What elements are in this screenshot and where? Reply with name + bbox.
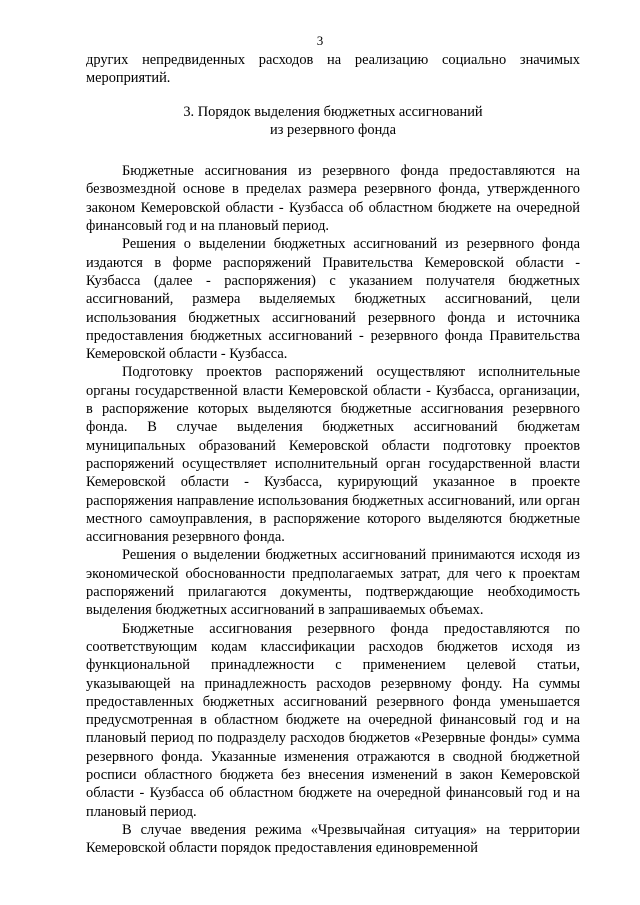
section-heading <box>86 103 580 140</box>
paragraph-economic-justification: Решения о выделении бюджетных ассигнований принимаются исходя из экономической обоснованности предполагаемых затрат, для чего к проектам распоряжений прилагаются документы, подтверждающие необходимость выделения бюджетных ассигнований в запрашиваемых объемах. <box>86 547 580 619</box>
section-heading-line-2: из резервного фонда <box>270 121 396 138</box>
document-body <box>86 51 580 857</box>
paragraph-expense-classification: Бюджетные ассигнования резервного фонда предоставляются по соответствующим кодам классификации расходов бюджетов исходя из функциональной принадлежности с применением целевой статьи, указывающей на принадлежность расходов резервному фонду. На суммы предоставленных бюджетных ассигнований резервного фонда уменьшается предусмотренная в областном бюджете на очередной финансовый год и на плановый период по подразделу расходов бюджетов «Резервные фонды» сумма резервного фонда. Указанные изменения отражаются в сводной бюджетной росписи областного бюджета без внесения изменений в закон Кемеровской области - Кузбасса об областном бюджете на очередной финансовый год и на плановый период. <box>86 620 580 820</box>
continuation-paragraph: других непредвиденных расходов на реализацию социально значимых мероприятий. <box>86 52 580 87</box>
page-number: 3 <box>316 33 324 48</box>
paragraph-allocation-decisions: Решения о выделении бюджетных ассигнований из резервного фонда издаются в форме распоряжений Правительства Кемеровской области - Кузбасса (далее - распоряжения) с указанием получателя бюджетных ассигнований, размера выделяемых бюджетных ассигнований, цели использования бюджетных ассигнований резервного фонда и источника предоставления бюджетных ассигнований - резервного фонда Правительства Кемеровской области - Кузбасса. <box>86 236 580 363</box>
paragraph-draft-preparation: Подготовку проектов распоряжений осуществляют исполнительные органы государственной власти Кемеровской области - Кузбасса, организации, в распоряжение которых выделяются бюджетные ассигнования резервного фонда. В случае выделения бюджетных ассигнований бюджетам муниципальных образований Кемеровской области подготовку проектов распоряжений осуществляет исполнительный орган государственной власти Кемеровской области - Кузбасса, курирующий указанное в проекте распоряжения направление использования бюджетных ассигнований, или орган местного самоуправления, в распоряжение которого выделяются бюджетные ассигнования резервного фонда. <box>86 364 580 546</box>
paragraph-funding-basis: Бюджетные ассигнования из резервного фонда предоставляются на безвозмездной основе в пределах размера резервного фонда, утвержденного законом Кемеровской области - Кузбасса об областном бюджете на очередной финансовый год и на плановый период. <box>86 163 580 235</box>
section-heading-line-1: 3. Порядок выделения бюджетных ассигнований <box>183 103 483 120</box>
paragraph-emergency-regime: В случае введения режима «Чрезвычайная ситуация» на территории Кемеровской области порядок предоставления единовременной <box>86 821 580 857</box>
